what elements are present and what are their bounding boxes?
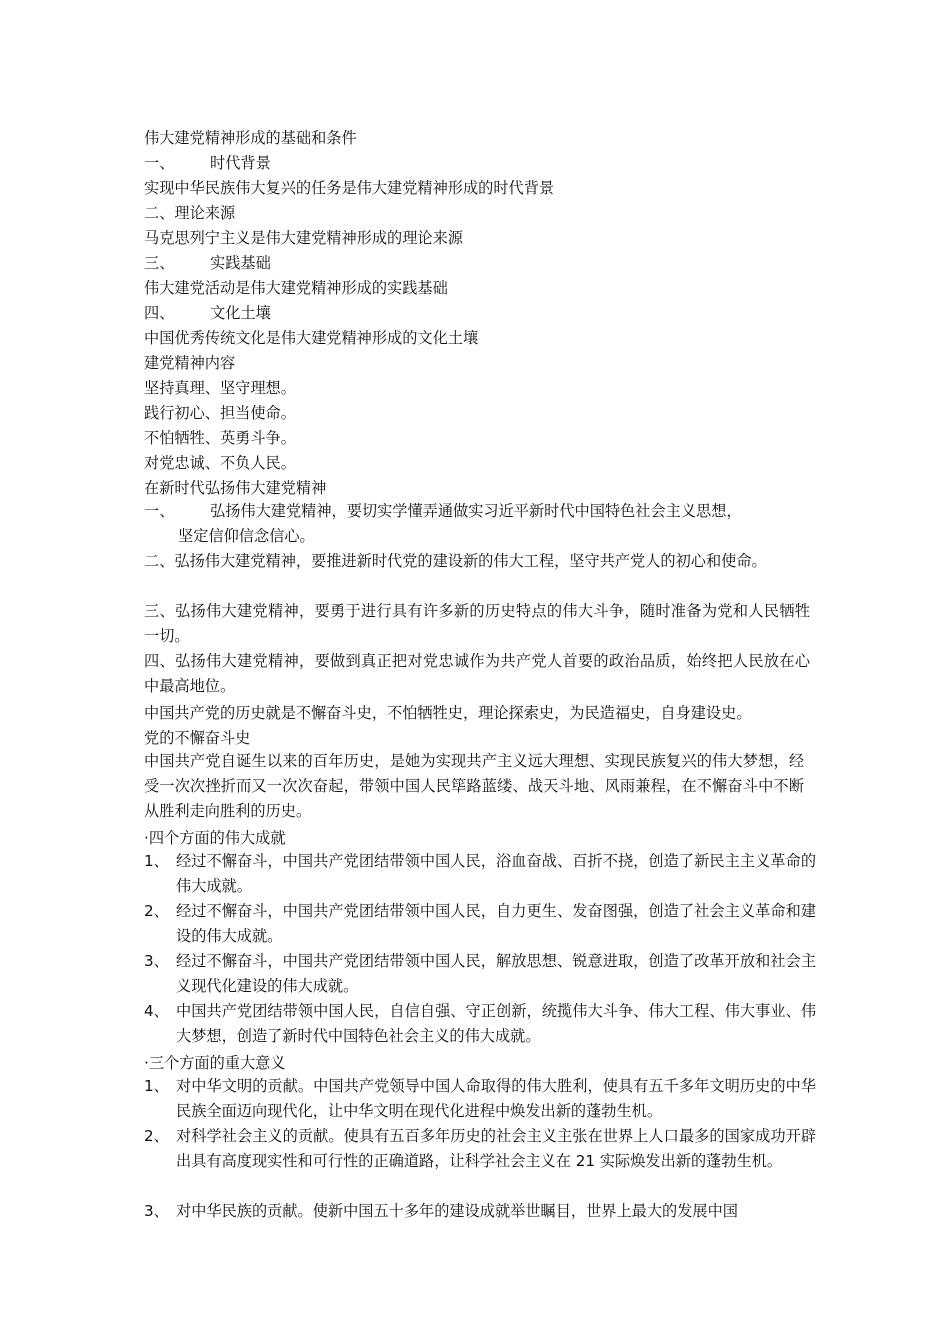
item-number: 3、	[144, 952, 169, 970]
item-number: 4、	[144, 1002, 169, 1020]
promote-item-2	[144, 549, 810, 574]
item-number: 1、	[144, 1077, 169, 1095]
significance-item-3	[144, 1199, 816, 1224]
content-item: 不怕牺牲、英勇斗争。	[144, 429, 296, 447]
basis-item-2-desc: 马克思列宁主义是伟大建党精神形成的理论来源	[144, 229, 463, 247]
item-text: 弘扬伟大建党精神，要切实学懂弄通做实习近平新时代中国特色社会主义思想，	[210, 502, 742, 520]
item-text: 经过不懈奋斗，中国共产党团结带领中国人民，解放思想、锐意进取，创造了改革开放和社会主义现代化建设的伟大成就。	[176, 952, 816, 995]
item-text: 经过不懈奋斗，中国共产党团结带领中国人民，自力更生、发奋图强，创造了社会主义革命和建设的伟大成就。	[176, 902, 816, 945]
item-text: 对中华民族的贡献。使新中国五十多年的建设成就举世瞩目，世界上最大的发展中国	[176, 1202, 738, 1220]
heading-promote: 在新时代弘扬伟大建党精神	[144, 479, 327, 497]
history-summary: 中国共产党的历史就是不懈奋斗史，不怕牺牲史，理论探索史，为民造福史，自身建设史。	[144, 704, 752, 722]
item-title: 文化土壤	[210, 304, 271, 322]
heading-history: 党的不懈奋斗史	[144, 729, 251, 747]
item-text: 中国共产党团结带领中国人民，自信自强、守正创新，统揽伟大斗争、伟大工程、伟大事业、伟大梦想，创造了新时代中国特色社会主义的伟大成就。	[176, 1002, 816, 1045]
item-title: 时代背景	[210, 154, 271, 172]
basis-item-1-heading	[144, 153, 271, 173]
promote-item-1	[144, 499, 816, 549]
item-number: 3、	[144, 1202, 169, 1220]
achievement-item-4	[144, 999, 816, 1049]
item-number: 2、	[144, 902, 169, 920]
item-text: 弘扬伟大建党精神，要推进新时代党的建设新的伟大工程，坚守共产党人的初心和使命。	[174, 552, 767, 570]
item-number: 三、	[144, 602, 175, 620]
basis-item-3-desc: 伟大建党活动是伟大建党精神形成的实践基础	[144, 279, 448, 297]
item-number: 一、	[144, 502, 175, 520]
content-item: 坚持真理、坚守理想。	[144, 379, 296, 397]
item-number: 四、	[144, 304, 175, 322]
basis-item-2-heading	[144, 203, 235, 223]
basis-item-3-heading	[144, 253, 271, 273]
basis-item-4-heading	[144, 303, 271, 323]
history-paragraph: 中国共产党自诞生以来的百年历史，是她为实现共产主义远大理想、实现民族复兴的伟大梦想，经受一次次挫折而又一次次奋起，带领中国人民筚路蓝缕、战天斗地、风雨兼程，在不懈奋斗中不断从胜利走向胜利的历史。	[144, 752, 804, 820]
item-text: 对科学社会主义的贡献。使具有五百多年历史的社会主义主张在世界上人口最多的国家成功开辟出具有高度现实性和可行性的正确道路，让科学社会主义在 21 实际焕发出新的蓬勃生机。	[176, 1127, 816, 1170]
content-item: 对党忠诚、不负人民。	[144, 454, 296, 472]
achievement-item-3	[144, 949, 816, 999]
item-number: 一、	[144, 154, 175, 172]
basis-item-4-desc: 中国优秀传统文化是伟大建党精神形成的文化土壤	[144, 329, 479, 347]
heading-basis: 伟大建党精神形成的基础和条件	[144, 129, 357, 147]
heading-achievements: ·四个方面的伟大成就	[144, 829, 286, 847]
item-number: 1、	[144, 852, 169, 870]
item-number: 二、	[144, 552, 175, 570]
item-text: 经过不懈奋斗，中国共产党团结带领中国人民，浴血奋战、百折不挠，创造了新民主主义革命的伟大成就。	[176, 852, 816, 895]
item-text: 对中华文明的贡献。中国共产党领导中国人命取得的伟大胜利，使具有五千多年文明历史的中华民族全面迈向现代化，让中华文明在现代化进程中焕发出新的蓬勃生机。	[176, 1077, 816, 1120]
item-text-continued: 坚定信仰信念信心。	[178, 527, 315, 545]
item-title: 实践基础	[210, 254, 271, 272]
promote-item-4	[144, 649, 810, 699]
item-title: 理论来源	[174, 204, 236, 222]
heading-content: 建党精神内容	[144, 354, 236, 372]
item-number: 2、	[144, 1127, 169, 1145]
significance-item-1	[144, 1074, 816, 1124]
item-number: 四、	[144, 652, 175, 670]
basis-item-1-desc: 实现中华民族伟大复兴的任务是伟大建党精神形成的时代背景	[144, 179, 555, 197]
item-text: 弘扬伟大建党精神，要勇于进行具有许多新的历史特点的伟大斗争，随时准备为党和人民牺牲一切。	[144, 602, 811, 645]
achievement-item-1	[144, 849, 816, 899]
achievement-item-2	[144, 899, 816, 949]
significance-item-2	[144, 1124, 816, 1174]
item-number: 三、	[144, 254, 175, 272]
heading-significance: ·三个方面的重大意义	[144, 1054, 286, 1072]
item-number: 二、	[144, 204, 175, 222]
content-item: 践行初心、担当使命。	[144, 404, 296, 422]
promote-item-3	[144, 599, 810, 649]
item-text: 弘扬伟大建党精神，要做到真正把对党忠诚作为共产党人首要的政治品质，始终把人民放在心中最高地位。	[144, 652, 811, 695]
